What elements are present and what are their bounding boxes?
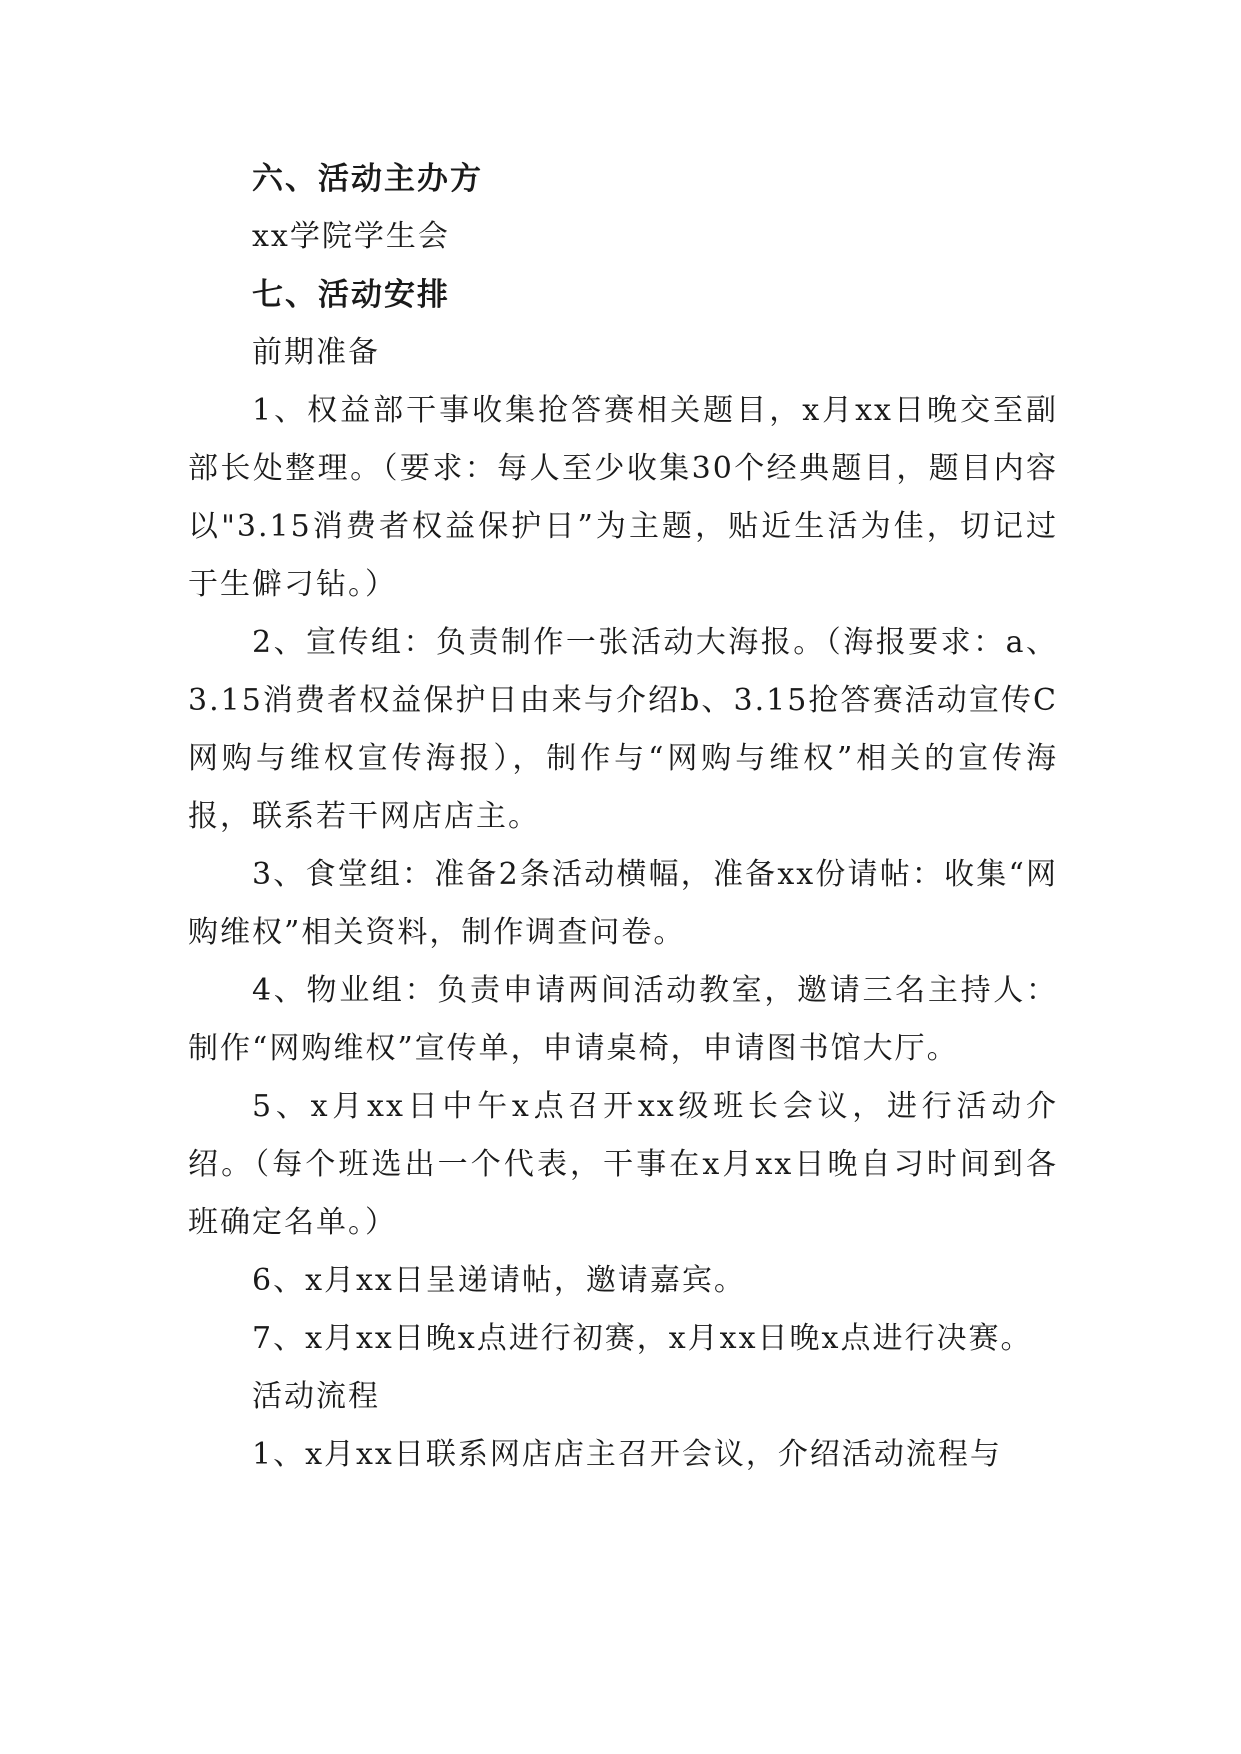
prep-item-3: 3、食堂组：准备2条活动横幅，准备xx份请帖：收集“网购维权”相关资料，制作调查问卷。 (188, 857, 1058, 950)
prep-title: 前期准备 (252, 335, 380, 370)
prep-item-6: 6、x月xx日呈递请帖，邀请嘉宾。 (252, 1263, 746, 1298)
prep-item-4: 4、物业组：负责申请两间活动教室，邀请三名主持人：制作“网购维权”宣传单，申请桌椅，申请图书馆大厅。 (188, 973, 1058, 1066)
section-6-heading: 六、活动主办方 (252, 161, 483, 197)
prep-item-5: 5、x月xx日中午x点召开xx级班长会议，进行活动介绍。（每个班选出一个代表，干事在x月xx日晚自习时间到各班确定名单。） (188, 1089, 1058, 1240)
prep-item-1: 1、权益部干事收集抢答赛相关题目，x月xx日晚交至副部长处整理。（要求：每人至少收集30个经典题目，题目内容以"3.15消费者权益保护日”为主题，贴近生活为佳，切记过于生僻刁钻。） (188, 393, 1058, 602)
prep-item-2: 2、宣传组：负责制作一张活动大海报。（海报要求：a、3.15消费者权益保护日由来与介绍b、3.15抢答赛活动宣传C网购与维权宣传海报），制作与“网购与维权”相关的宣传海报，联系若干网店店主。 (188, 625, 1058, 834)
prep-item-7: 7、x月xx日晚x点进行初赛，x月xx日晚x点进行决赛。 (252, 1321, 1033, 1356)
flow-title: 活动流程 (252, 1379, 380, 1414)
document-page (188, 150, 1058, 1484)
flow-item-1: 1、x月xx日联系网店店主召开会议，介绍活动流程与 (252, 1437, 1002, 1472)
section-6-body: xx学院学生会 (252, 219, 450, 254)
section-7-heading: 七、活动安排 (252, 277, 450, 313)
